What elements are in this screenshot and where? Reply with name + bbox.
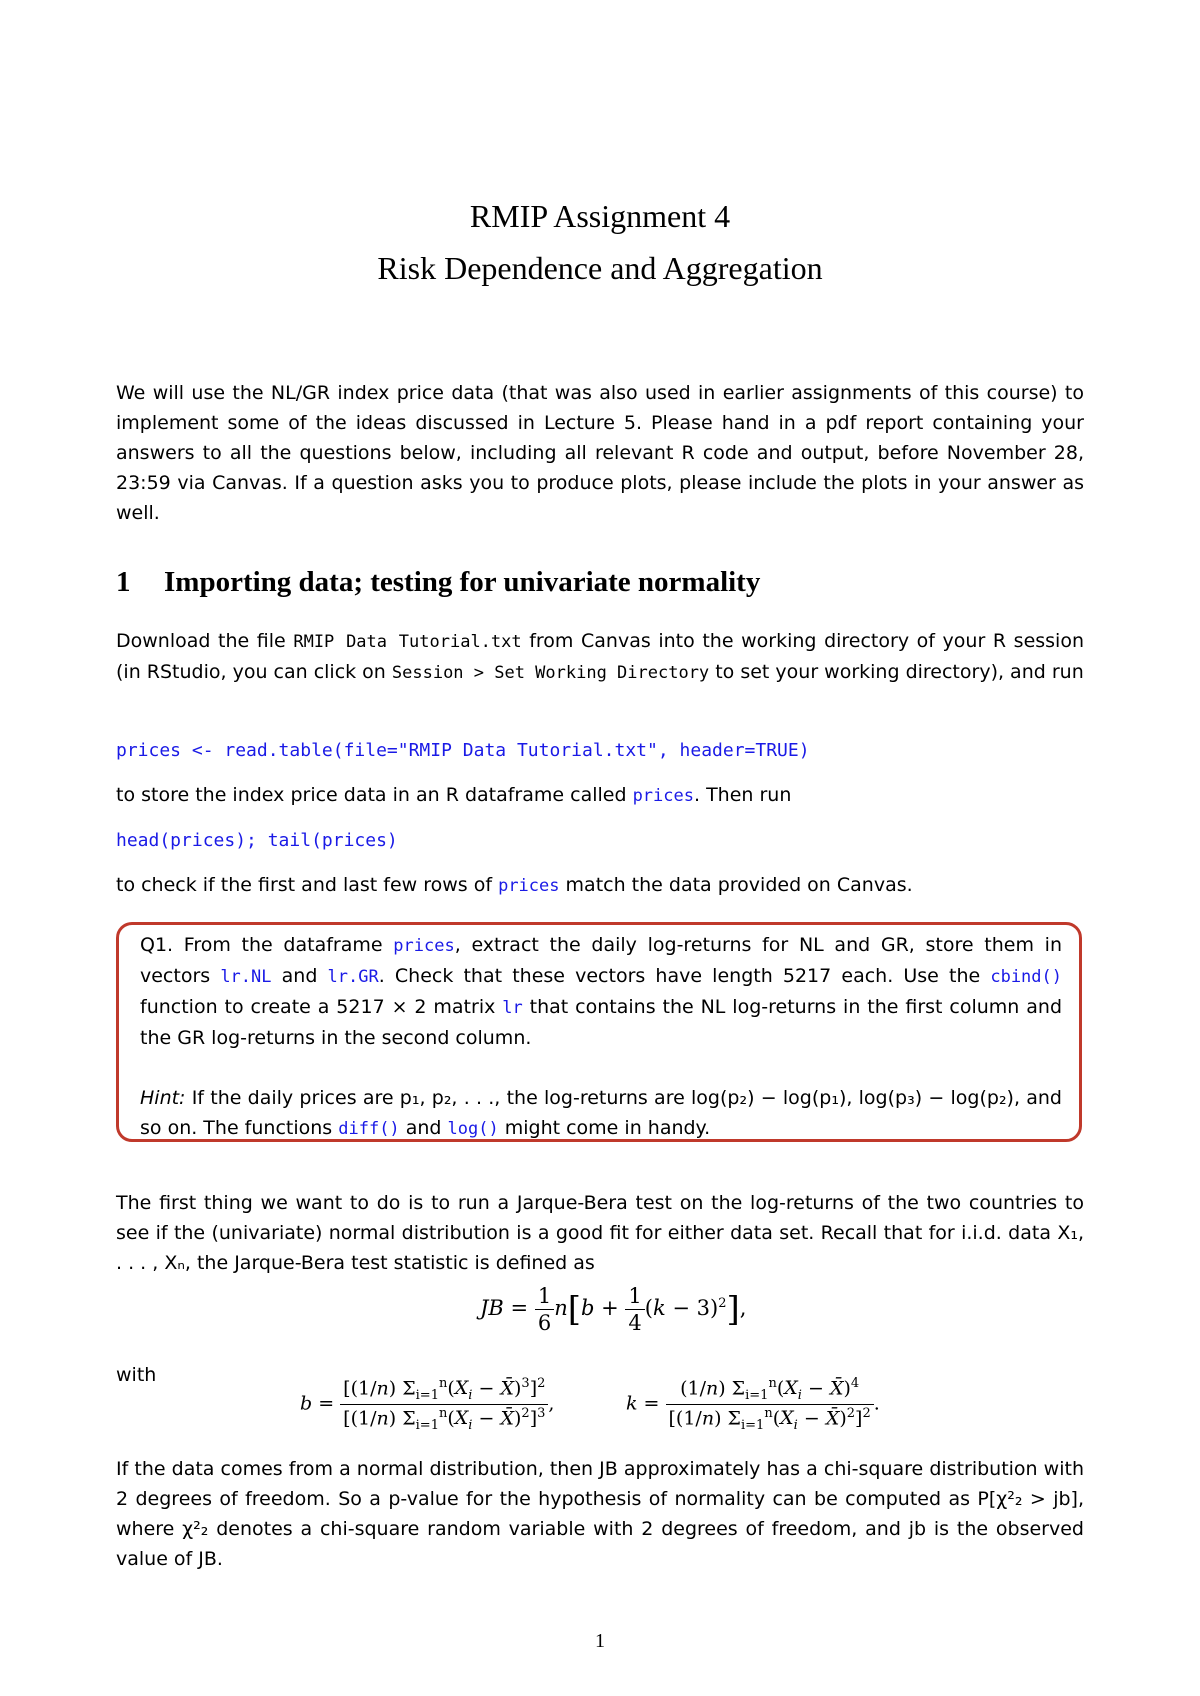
document-title: RMIP Assignment 4 (469, 198, 731, 234)
jb-intro-text: The first thing we want to do is to run a Jarque-Bera test on the log-returns of the two countries to see if the (univariate) normal distribution is a good fit for either data set. Recall that for i.i.d. data X₁, . . . , Xₙ, the Jarque-Bera test statistic is defined as (116, 1192, 1084, 1274)
hint-end: might come in handy. (498, 1117, 711, 1139)
jb-after-paragraph (116, 1454, 1084, 1574)
question-q1 (140, 930, 1062, 1144)
jb-after-text: If the data comes from a normal distribution, then JB approximately has a chi-square distribution with 2 degrees of freedom. So a p-value for the hypothesis of normality can be computed as P[χ²₂ > jb], where χ²₂ denotes a chi-square random variable with 2 degrees of freedom, and jb is the observed value of JB. (116, 1458, 1084, 1570)
q1-text-5: function to create a 5217 × 2 matrix (140, 996, 503, 1018)
with-text (116, 1360, 1084, 1390)
check-paragraph (116, 870, 1084, 901)
section-title: Importing data; testing for univariate normality (164, 566, 761, 598)
q1-var-lrgr: lr.GR (327, 967, 379, 987)
q1-var-lrnl: lr.NL (220, 967, 272, 987)
store-text-2: . Then run (693, 784, 792, 806)
download-text-2: from Canvas into the working directory of your R session (in RStudio, you can click on (116, 630, 1084, 683)
hint-and: and (399, 1117, 448, 1139)
var-prices: prices (632, 786, 694, 806)
download-paragraph (116, 626, 1084, 688)
section-heading (116, 566, 1084, 599)
q1-text-1: From the dataframe (173, 934, 394, 956)
with-word: with (116, 1364, 157, 1386)
q1-text-3: and (271, 965, 328, 987)
store-text-1: to store the index price data in an R dataframe called (116, 784, 633, 806)
intro-paragraph (116, 378, 1084, 528)
code-read-table: prices <- read.table(file="RMIP Data Tutorial.txt", header=TRUE) (116, 740, 810, 761)
check-text-1: to check if the first and last few rows of (116, 874, 499, 896)
q1-text-2: , extract the daily log-returns for NL and GR, store them in vectors (140, 934, 1062, 987)
b-formula: b = $\frac{[(1/n) \Sigma_{i=1}^n(X_i - X̄)^3]^2}{[(1/n) \Sigma_{i=1}^n(X_i - X̄)^2]^3}$ , (300, 1376, 555, 1434)
q1-text-4: . Check that these vectors have length 5217 each. Use the (378, 965, 991, 987)
hint-text: If the daily prices are p₁, p₂, . . ., the log-returns are log(p₂) − log(p₁), log(p₃) − log(p₂), and so on. The functions (140, 1087, 1062, 1139)
code-head-tail: head(prices); tail(prices) (116, 830, 398, 851)
file-name: RMIP Data Tutorial.txt (293, 632, 522, 652)
q1-text-6: that contains the NL log-returns in the first column and the GR log-returns in the second column. (140, 996, 1063, 1049)
hint-fn-diff: diff() (338, 1119, 400, 1139)
q1-fn-cbind: cbind() (990, 967, 1062, 987)
var-prices-2: prices (498, 876, 560, 896)
page-number: 1 (595, 1630, 605, 1652)
document-subtitle: Risk Dependence and Aggregation (377, 250, 823, 286)
hint-fn-log: log() (447, 1119, 499, 1139)
q1-var-prices: prices (393, 936, 455, 956)
section-number: 1 (116, 566, 131, 598)
k-formula: k = $\frac{(1/n) \Sigma_{i=1}^n(X_i - X̄)^4}{[(1/n) \Sigma_{i=1}^n(X_i - X̄)^2]^2}$ . (626, 1376, 880, 1434)
check-text-2: match the data provided on Canvas. (559, 874, 913, 896)
jb-intro-paragraph (116, 1188, 1084, 1278)
store-paragraph (116, 780, 1084, 811)
intro-text: We will use the NL/GR index price data (that was also used in earlier assignments of this course) to implement some of the ideas discussed in Lecture 5. Please hand in a pdf report containing your answers to all the questions below, including all relevant R code and output, before November 28, 23:59 via Canvas. If a question asks you to produce plots, please include the plots in your answer as well. (116, 382, 1084, 524)
jb-formula: JB = $\frac{1}{6}$ n[b + $\frac{1}{4}$ $(k - 3)^2$], (480, 1284, 747, 1335)
hint-label: Hint: (140, 1087, 186, 1109)
download-text-1: Download the file (116, 630, 294, 652)
q1-label: Q1. (140, 934, 174, 956)
q1-var-lr: lr (502, 998, 523, 1018)
menu-path: Session > Set Working Directory (391, 663, 710, 683)
download-text-3: to set your working directory), and run (709, 661, 1084, 683)
